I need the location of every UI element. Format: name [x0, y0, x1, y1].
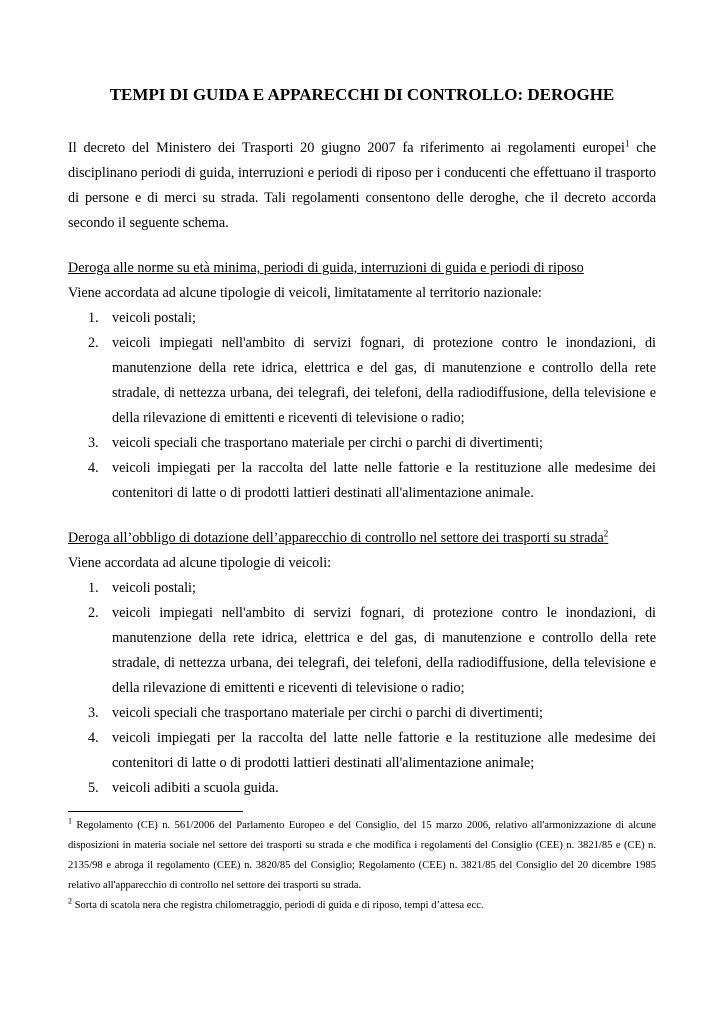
- footnote-mark: 2: [68, 896, 72, 906]
- list-item: [68, 576, 656, 601]
- section-2-heading: [68, 526, 656, 551]
- list-item-number: 1.: [88, 310, 99, 326]
- section-1-lead: Viene accordata ad alcune tipologie di veicoli, limitatamente al territorio nazionale:: [68, 285, 542, 301]
- spacer: [68, 236, 656, 256]
- list-item-number: 3.: [88, 705, 99, 721]
- list-item-number: 2.: [88, 335, 99, 351]
- footnote-text: Regolamento (CE) n. 561/2006 del Parlamento Europeo e del Consiglio, del 15 marzo 2006, relativo all'armonizzazione di alcune disposizioni in materia sociale nel settore dei trasporti su strada e che modifica i regolamenti del Consiglio (CEE) n. 3821/85 e (CE) n. 2135/98 e abroga il regolamento (CEE) n. 3820/85 del Consiglio; Regolamento (CEE) n. 3821/85 del Consiglio del 20 dicembre 1985 relativo all'apparecchio di controllo nel settore dei trasporti su strada.: [68, 820, 656, 891]
- list-item-text: veicoli postali;: [112, 580, 196, 596]
- list-item-text: veicoli speciali che trasportano materiale per circhi o parchi di divertimenti;: [112, 435, 543, 451]
- footnote-divider: [68, 811, 243, 812]
- list-item-number: 4.: [88, 730, 99, 746]
- intro-text-continued: che disciplinano periodi di guida, interruzioni e periodi di riposo per i conducenti che effettuano il trasporto di persone e di merci su strada. Tali regolamenti consentono delle deroghe, che il decreto accorda secondo il seguente schema.: [68, 140, 656, 231]
- list-item-text: veicoli impiegati nell'ambito di servizi fognari, di protezione contro le inondazioni, di manutenzione della rete idrica, elettrica e del gas, di manutenzione e controllo della rete stradale, di nettezza urbana, dei telegrafi, dei telefoni, della radiodiffusione, della televisione e della rilevazione di emittenti e riceventi di televisione o radio;: [112, 605, 656, 696]
- footnote-ref-1[interactable]: 1: [625, 138, 630, 149]
- list-item-number: 4.: [88, 460, 99, 476]
- list-item-text: veicoli impiegati per la raccolta del latte nelle fattorie e la restituzione alle medesime dei contenitori di latte o di prodotti lattieri destinati all'alimentazione animale;: [112, 730, 656, 771]
- list-item-number: 1.: [88, 580, 99, 596]
- list-item: [68, 331, 656, 431]
- list-item-text: veicoli speciali che trasportano materiale per circhi o parchi di divertimenti;: [112, 705, 543, 721]
- list-item-number: 3.: [88, 435, 99, 451]
- section-2-list: [68, 576, 656, 801]
- page-title: TEMPI DI GUIDA E APPARECCHI DI CONTROLLO: DEROGHE: [109, 85, 615, 104]
- section-2-heading-text: Deroga all’obbligo di dotazione dell’apparecchio di controllo nel settore dei trasporti su strada: [68, 530, 604, 546]
- footnote-2: [68, 896, 656, 916]
- list-item: [68, 776, 656, 801]
- list-item-number: 5.: [88, 780, 99, 796]
- document-page: [68, 84, 656, 916]
- list-item-text: veicoli postali;: [112, 310, 196, 326]
- list-item: [68, 456, 656, 506]
- section-2-lead: Viene accordata ad alcune tipologie di veicoli:: [68, 555, 332, 571]
- intro-text: Il decreto del Ministero dei Trasporti 20 giugno 2007 fa riferimento ai regolamenti europei: [68, 140, 626, 156]
- list-item-number: 2.: [88, 605, 99, 621]
- footnote-text: Sorta di scatola nera che registra chilometraggio, periodi di guida e di riposo, tempi d’attesa ecc.: [72, 900, 484, 911]
- intro-paragraph: [68, 136, 656, 236]
- list-item: [68, 431, 656, 456]
- spacer: [68, 506, 656, 526]
- footnote-mark: 1: [68, 816, 72, 826]
- list-item-text: veicoli impiegati per la raccolta del latte nelle fattorie e la restituzione alle medesime dei contenitori di latte o di prodotti lattieri destinati all'alimentazione animale.: [112, 460, 656, 501]
- section-1-list: [68, 306, 656, 506]
- footnote-1: [68, 816, 656, 896]
- section-1-heading: Deroga alle norme su età minima, periodi di guida, interruzioni di guida e periodi di riposo: [68, 260, 584, 276]
- list-item: [68, 726, 656, 776]
- list-item-text: veicoli adibiti a scuola guida.: [112, 780, 279, 796]
- list-item: [68, 601, 656, 701]
- list-item: [68, 306, 656, 331]
- list-item-text: veicoli impiegati nell'ambito di servizi fognari, di protezione contro le inondazioni, di manutenzione della rete idrica, elettrica e del gas, di manutenzione e controllo della rete stradale, di nettezza urbana, dei telegrafi, dei telefoni, della radiodiffusione, della televisione e della rilevazione di emittenti e riceventi di televisione o radio;: [112, 335, 656, 426]
- list-item: [68, 701, 656, 726]
- footnote-ref-2[interactable]: 2: [603, 528, 609, 539]
